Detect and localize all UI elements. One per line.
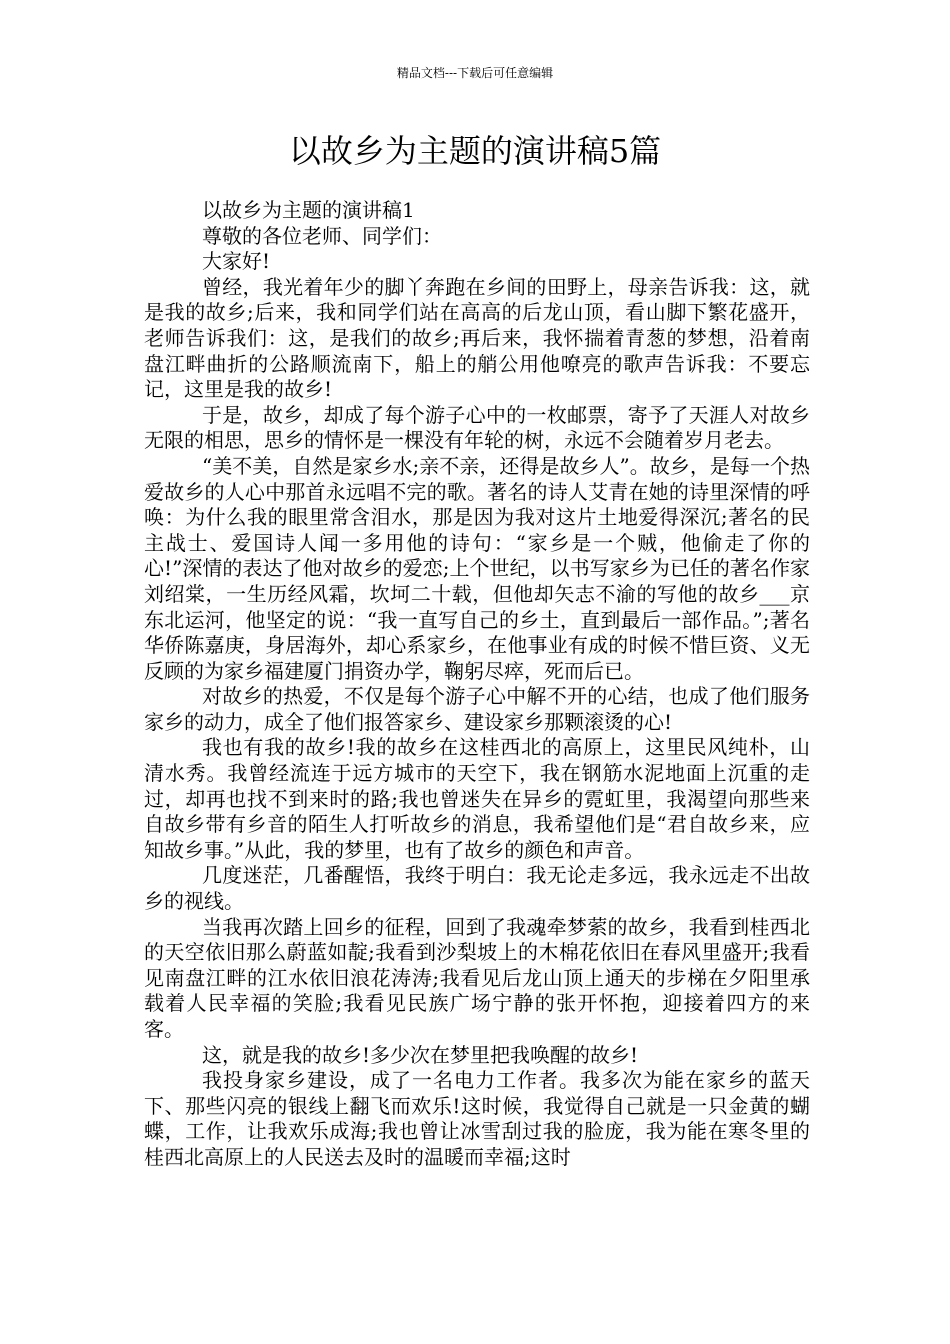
paragraph: 几度迷茫，几番醒悟，我终于明白：我无论走多远，我永远走不出故乡的视线。 [144,863,810,914]
paragraph: 尊敬的各位老师、同学们： [202,223,442,248]
paragraph: 当我再次踏上回乡的征程，回到了我魂牵梦萦的故乡，我看到桂西北的天空依旧那么蔚蓝如靛;我看到沙梨坡上的木棉花依旧在春风里盛开;我看见南盘江畔的江水依旧浪花涛涛;我看见后龙山顶上通天的步梯在夕阳里承载着人民幸福的笑脸;我看见民族广场宁静的张开怀抱，迎接着四方的来客。 [144,914,810,1041]
page-header: 精品文档---下载后可任意编辑 [396,66,554,80]
paragraph: 我也有我的故乡!我的故乡在这桂西北的高原上，这里民风纯朴，山清水秀。我曾经流连于远方城市的天空下，我在钢筋水泥地面上沉重的走过，却再也找不到来时的路;我也曾迷失在异乡的霓虹里，我渴望向那些来自故乡带有乡音的陌生人打听故乡的消息，我希望他们是“君自故乡来，应知故乡事。”从此，我的梦里，也有了故乡的颜色和声音。 [144,735,810,862]
document-body [144,198,810,1171]
paragraph: 曾经，我光着年少的脚丫奔跑在乡间的田野上，母亲告诉我：这，就是我的故乡;后来，我和同学们站在高高的后龙山顶，看山脚下繁花盛开，老师告诉我们：这，是我们的故乡;再后来，我怀揣着青葱的梦想，沿着南盘江畔曲折的公路顺流南下，船上的艄公用他嘹亮的歌声告诉我：不要忘记，这里是我的故乡! [144,274,810,402]
paragraph: “美不美，自然是家乡水;亲不亲，还得是故乡人”。故乡，是每一个热爱故乡的人心中那首永远唱不完的歌。著名的诗人艾青在她的诗里深情的呼唤：为什么我的眼里常含泪水，那是因为我对这片土地爱得深沉;著名的民主战士、爱国诗人闻一多用他的诗句：“家乡是一个贼，他偷走了你的心!”深情的表达了他对故乡的爱恋;上个世纪，以书写家乡为已任的著名作家刘绍棠，一生历经风霜，坎坷二十载，但他却矢志不渝的写他的故乡___京东北运河，他坚定的说：“我一直写自己的乡土，直到最后一部作品。”;著名华侨陈嘉庚，身居海外，却心系家乡，在他事业有成的时候不惜巨资、义无反顾的为家乡福建厦门捐资办学，鞠躬尽瘁，死而后已。 [144,453,810,683]
paragraph: 于是，故乡，却成了每个游子心中的一枚邮票，寄予了天涯人对故乡无限的相思，思乡的情怀是一棵没有年轮的树，永远不会随着岁月老去。 [144,402,810,453]
paragraph: 我投身家乡建设，成了一名电力工作者。我多次为能在家乡的蓝天下、那些闪亮的银线上翻飞而欢乐!这时候，我觉得自己就是一只金黄的蝴蝶，工作，让我欢乐成海;我也曾让冰雪刮过我的脸庞，我为能在寒冬里的桂西北高原上的人民送去及时的温暖而幸福;这时 [144,1068,810,1169]
paragraph: 这，就是我的故乡!多少次在梦里把我唤醒的故乡! [202,1042,639,1067]
paragraph: 以故乡为主题的演讲稿1 [202,198,415,222]
paragraph: 大家好! [202,249,271,274]
paragraph: 对故乡的热爱，不仅是每个游子心中解不开的心结，也成了他们服务家乡的动力，成全了他们报答家乡、建设家乡那颗滚烫的心! [144,684,810,734]
document-title: 以故乡为主题的演讲稿5篇 [288,132,662,170]
